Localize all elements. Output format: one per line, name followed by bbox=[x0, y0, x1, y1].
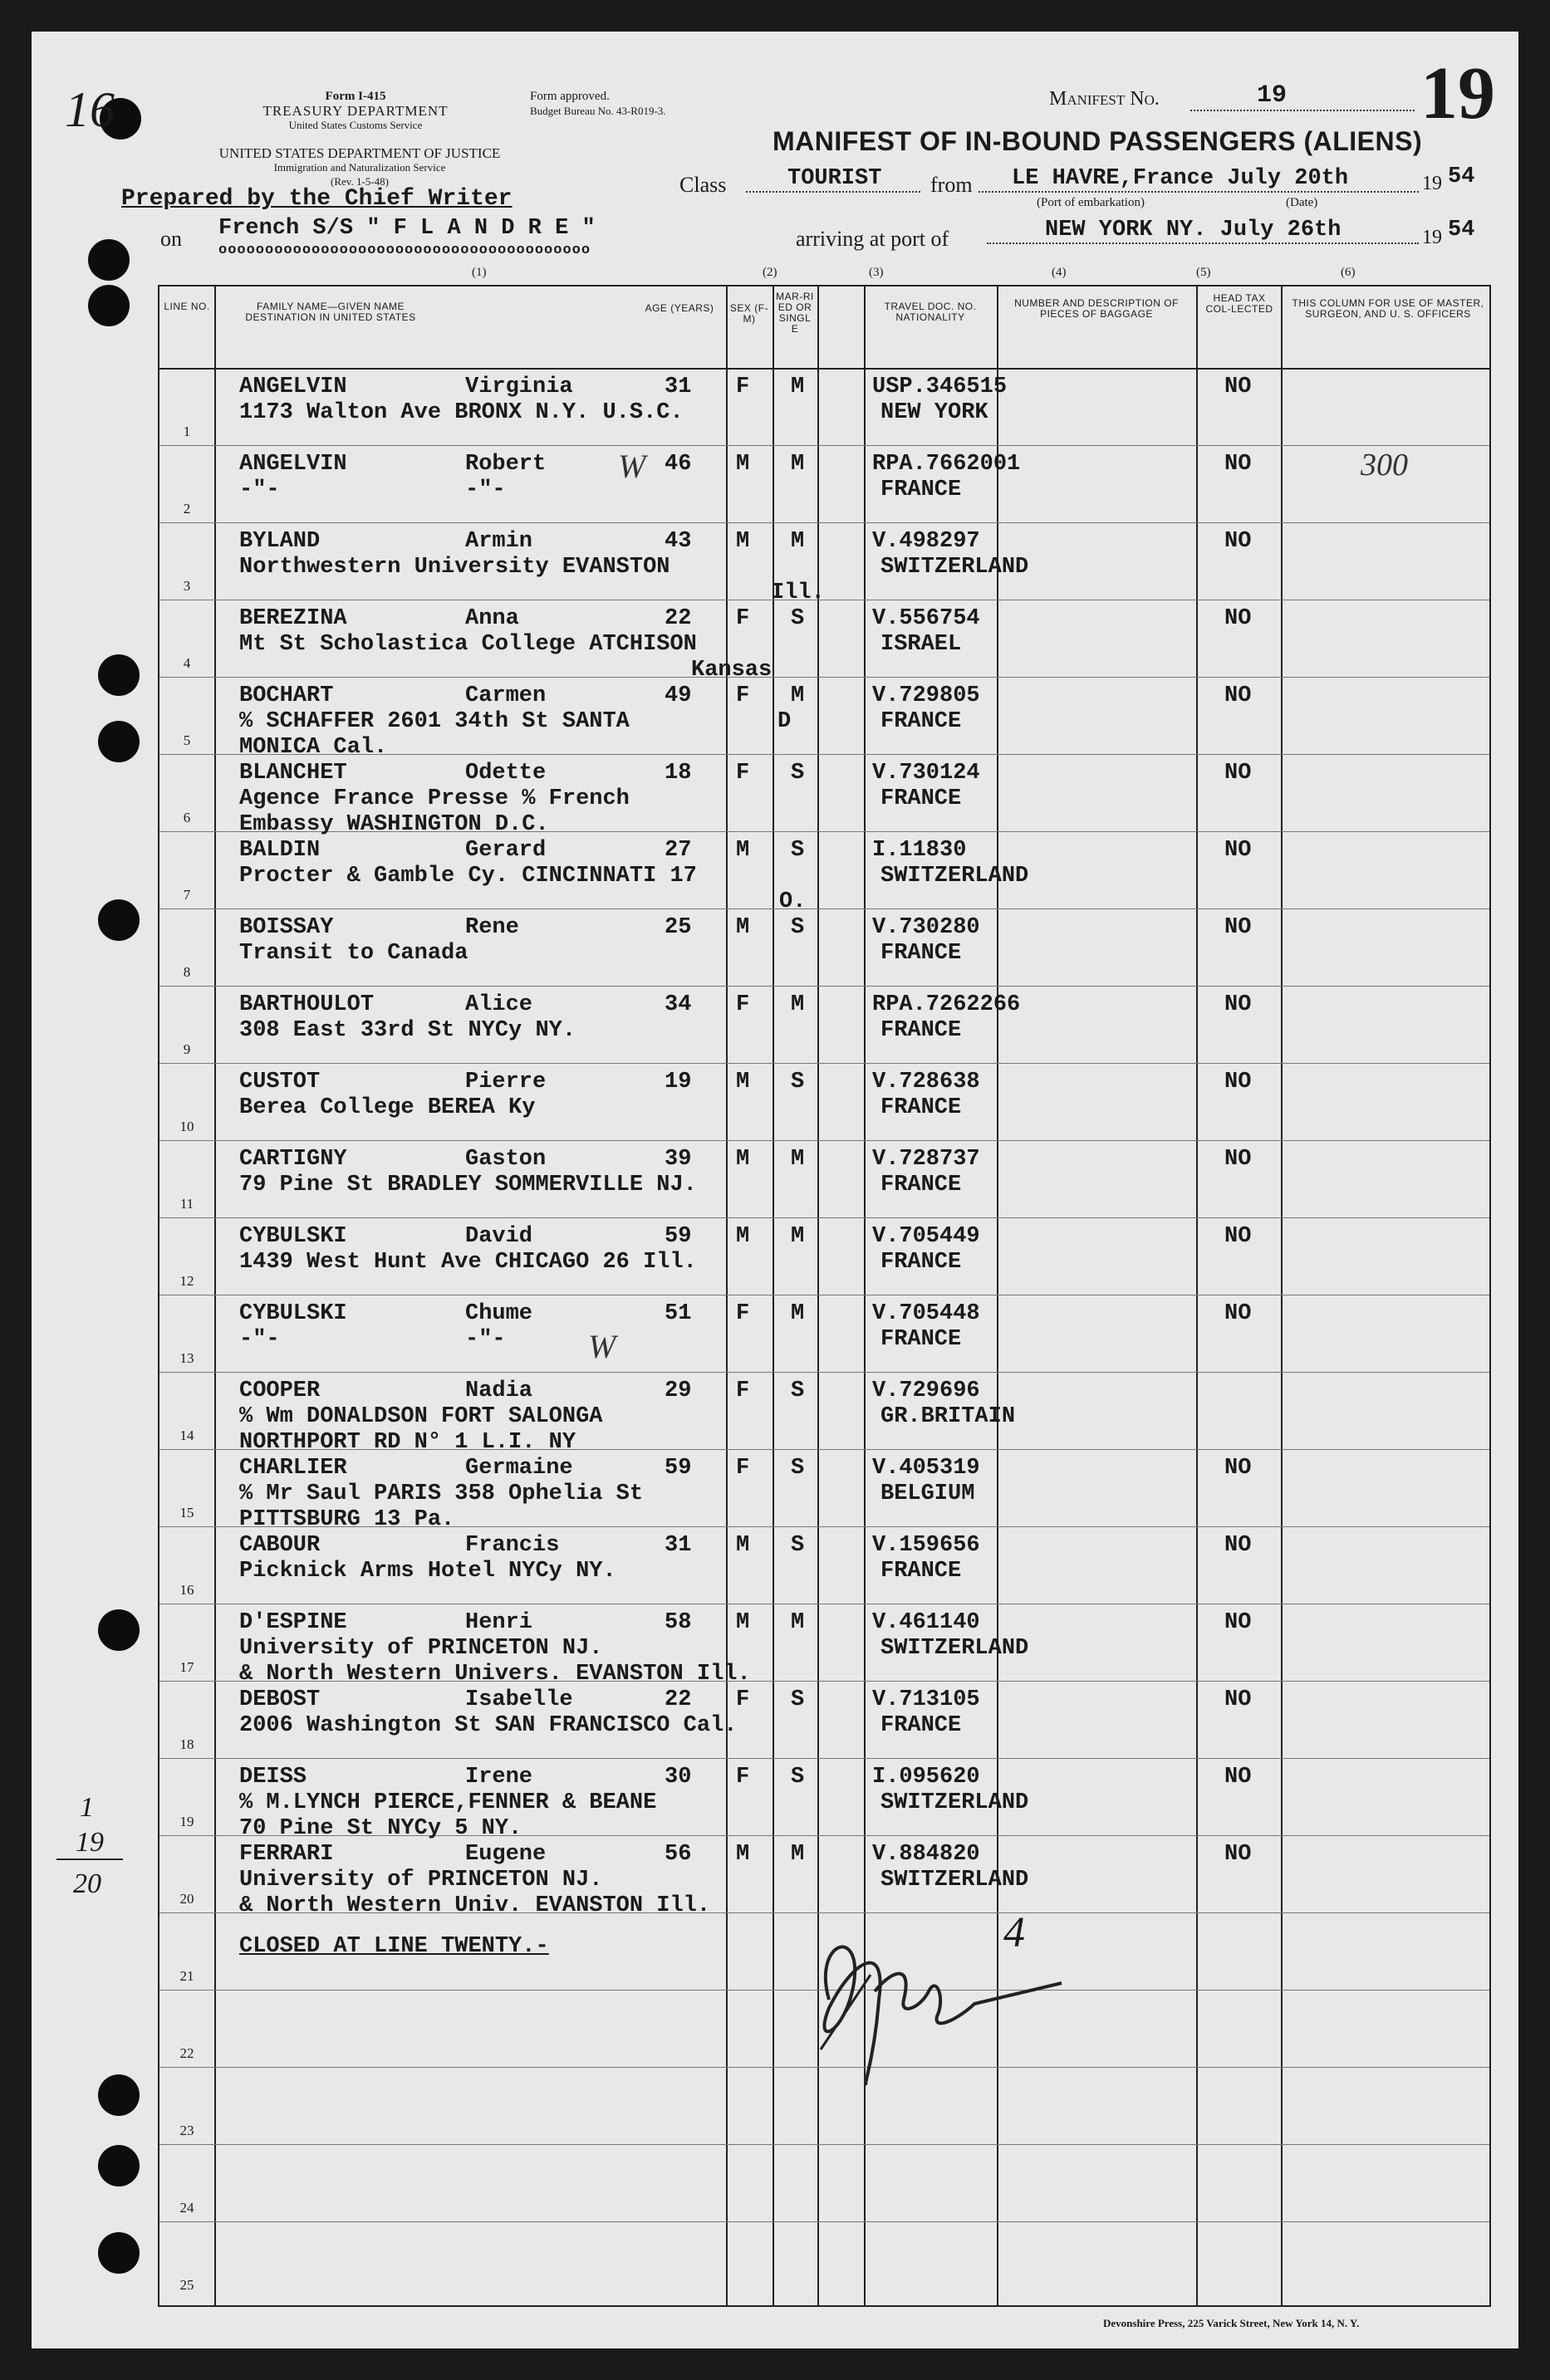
destination-cont: O. bbox=[779, 889, 807, 914]
budget-bureau: Budget Bureau No. 43-R019-3. bbox=[530, 105, 666, 117]
surname: CHARLIER bbox=[239, 1456, 347, 1481]
destination: Transit to Canada bbox=[239, 941, 468, 966]
sex: M bbox=[736, 1610, 750, 1635]
sex: F bbox=[736, 761, 750, 786]
sex: F bbox=[736, 1765, 750, 1790]
marital-status-note: D bbox=[777, 709, 792, 734]
travel-doc: V.556754 bbox=[872, 606, 980, 631]
destination-ditto: -"- bbox=[465, 477, 506, 502]
officer-signature bbox=[796, 1892, 1111, 2108]
nationality: ISRAEL bbox=[880, 632, 962, 657]
travel-doc: V.705448 bbox=[872, 1301, 980, 1326]
port-embark-label: (Port of embarkation) bbox=[1037, 196, 1145, 209]
form-approved: Form approved. bbox=[530, 90, 610, 103]
marital-status: S bbox=[791, 1533, 805, 1558]
travel-doc: RPA.7662001 bbox=[872, 452, 1021, 477]
age: 43 bbox=[665, 529, 692, 554]
given-name: Anna bbox=[465, 606, 519, 631]
nationality: FRANCE bbox=[880, 941, 962, 966]
travel-doc: V.405319 bbox=[872, 1456, 980, 1481]
destination-cont: & North Western Univers. EVANSTON Ill. bbox=[239, 1662, 751, 1687]
travel-doc: V.713105 bbox=[872, 1687, 980, 1712]
destination: Agence France Presse % French bbox=[239, 786, 630, 811]
line-number: 8 bbox=[183, 964, 191, 980]
sex: M bbox=[736, 915, 750, 940]
line-number: 16 bbox=[179, 1582, 194, 1598]
line-number: 5 bbox=[183, 732, 191, 748]
punch-hole bbox=[98, 721, 140, 762]
marital-status: S bbox=[791, 915, 805, 940]
head-tax: NO bbox=[1224, 1070, 1252, 1095]
age: 58 bbox=[665, 1610, 692, 1635]
given-name: Gaston bbox=[465, 1147, 547, 1172]
margin-annotation: 20 bbox=[73, 1868, 101, 1899]
prepared-by: Prepared by the Chief Writer bbox=[121, 186, 513, 212]
marital-status: M bbox=[791, 1842, 805, 1867]
col-married: MAR-RIED OR SINGLE bbox=[776, 291, 814, 335]
surname: CUSTOT bbox=[239, 1070, 321, 1095]
revision: (Rev. 1-5-48) bbox=[331, 175, 389, 188]
travel-doc: RPA.7262266 bbox=[872, 992, 1021, 1017]
head-tax: NO bbox=[1224, 683, 1252, 708]
surname: COOPER bbox=[239, 1379, 321, 1403]
destination: Picknick Arms Hotel NYCy NY. bbox=[239, 1559, 616, 1584]
line-number: 25 bbox=[179, 2277, 194, 2293]
age: 29 bbox=[665, 1379, 692, 1403]
col-family-name: FAMILY NAME—GIVEN NAME bbox=[257, 301, 405, 312]
sex: M bbox=[736, 1147, 750, 1172]
head-tax: NO bbox=[1224, 452, 1252, 477]
line-number: 18 bbox=[179, 1736, 194, 1752]
travel-doc: I.095620 bbox=[872, 1765, 980, 1790]
destination: % SCHAFFER 2601 34th St SANTA bbox=[239, 709, 630, 734]
customs-service: United States Customs Service bbox=[288, 119, 423, 131]
travel-doc: V.159656 bbox=[872, 1533, 980, 1558]
sex: M bbox=[736, 1533, 750, 1558]
age: 31 bbox=[665, 1533, 692, 1558]
head-tax: NO bbox=[1224, 1610, 1252, 1635]
sex: M bbox=[736, 529, 750, 554]
line-number: 23 bbox=[179, 2123, 194, 2138]
line-number: 15 bbox=[179, 1505, 194, 1521]
ship-underline: oooooooooooooooooooooooooooooooooooooooo bbox=[218, 242, 591, 258]
age: 56 bbox=[665, 1842, 692, 1867]
destination: University of PRINCETON NJ. bbox=[239, 1868, 603, 1893]
line-number: 3 bbox=[183, 578, 191, 594]
destination: 1173 Walton Ave BRONX N.Y. U.S.C. bbox=[239, 400, 684, 425]
destination-ditto: -"- bbox=[465, 1327, 506, 1352]
line-number: 6 bbox=[183, 810, 191, 825]
given-name: Gerard bbox=[465, 838, 547, 863]
line-number: 11 bbox=[179, 1196, 194, 1212]
travel-doc: V.498297 bbox=[872, 529, 980, 554]
col-baggage: NUMBER AND DESCRIPTION OF PIECES OF BAGGAGE bbox=[1014, 297, 1179, 320]
destination: Procter & Gamble Cy. CINCINNATI 17 bbox=[239, 864, 697, 889]
surname: DEISS bbox=[239, 1765, 307, 1790]
sex: M bbox=[736, 1842, 750, 1867]
treasury-dept: TREASURY DEPARTMENT bbox=[262, 103, 449, 119]
nationality: SWITZERLAND bbox=[880, 1868, 1029, 1893]
sex: M bbox=[736, 838, 750, 863]
sex: M bbox=[736, 1070, 750, 1095]
nationality: FRANCE bbox=[880, 1250, 962, 1275]
surname: ANGELVIN bbox=[239, 452, 347, 477]
age: 49 bbox=[665, 683, 692, 708]
destination-cont: Kansas bbox=[691, 658, 773, 683]
initial-w: W bbox=[588, 1328, 616, 1365]
ins-service: Immigration and Naturalization Service bbox=[273, 161, 446, 174]
destination: Berea College BEREA Ky bbox=[239, 1095, 536, 1120]
punch-hole bbox=[98, 899, 140, 941]
given-name: Alice bbox=[465, 992, 533, 1017]
age: 51 bbox=[665, 1301, 692, 1326]
punch-hole bbox=[88, 285, 130, 326]
closing-note: CLOSED AT LINE TWENTY.- bbox=[239, 1934, 549, 1959]
nationality: GR.BRITAIN bbox=[880, 1404, 1016, 1429]
nationality: FRANCE bbox=[880, 786, 962, 811]
surname: BEREZINA bbox=[239, 606, 347, 631]
sig-note: 4 bbox=[1003, 1909, 1025, 1956]
line-number: 10 bbox=[179, 1119, 194, 1134]
sex: F bbox=[736, 1301, 750, 1326]
surname: FERRARI bbox=[239, 1842, 334, 1867]
line-number: 4 bbox=[183, 655, 191, 671]
nationality: FRANCE bbox=[880, 1095, 962, 1120]
nationality: BELGIUM bbox=[880, 1481, 975, 1506]
nationality: FRANCE bbox=[880, 1713, 962, 1738]
surname: CYBULSKI bbox=[239, 1301, 347, 1326]
given-name: Odette bbox=[465, 761, 547, 786]
surname: DEBOST bbox=[239, 1687, 321, 1712]
date-label: (Date) bbox=[1286, 196, 1318, 209]
destination: 308 East 33rd St NYCy NY. bbox=[239, 1018, 576, 1043]
head-tax: NO bbox=[1224, 992, 1252, 1017]
manifest-no-label: Manifest No. bbox=[1049, 88, 1160, 110]
surname: D'ESPINE bbox=[239, 1610, 347, 1635]
age: 39 bbox=[665, 1147, 692, 1172]
col-num-3: (3) bbox=[869, 266, 884, 279]
from-value: LE HAVRE,France July 20th bbox=[979, 166, 1419, 193]
marital-status: M bbox=[791, 1610, 805, 1635]
head-tax: NO bbox=[1224, 529, 1252, 554]
marital-status: S bbox=[791, 1687, 805, 1712]
col-line-no: LINE NO. bbox=[164, 301, 210, 312]
class-value: TOURIST bbox=[746, 166, 920, 193]
head-tax: NO bbox=[1224, 1687, 1252, 1712]
nationality: SWITZERLAND bbox=[880, 555, 1029, 580]
age: 46 bbox=[665, 452, 692, 477]
nationality: FRANCE bbox=[880, 1559, 962, 1584]
age: 34 bbox=[665, 992, 692, 1017]
arriving-label: arriving at port of bbox=[796, 227, 949, 251]
destination: % Wm DONALDSON FORT SALONGA bbox=[239, 1404, 603, 1429]
destination: Northwestern University EVANSTON bbox=[239, 555, 670, 580]
given-name: Pierre bbox=[465, 1070, 547, 1095]
class-label: Class bbox=[679, 173, 727, 197]
given-name: Eugene bbox=[465, 1842, 547, 1867]
travel-doc: V.729696 bbox=[872, 1379, 980, 1403]
line-number: 19 bbox=[179, 1814, 194, 1829]
from-label: from bbox=[930, 173, 973, 197]
given-name: Chume bbox=[465, 1301, 533, 1326]
destination: % Mr Saul PARIS 358 Ophelia St bbox=[239, 1481, 644, 1506]
age: 25 bbox=[665, 915, 692, 940]
marital-status: M bbox=[791, 1224, 805, 1249]
marital-status: S bbox=[791, 1456, 805, 1481]
age: 22 bbox=[665, 606, 692, 631]
col-sex: SEX (F-M) bbox=[729, 302, 769, 325]
given-name: David bbox=[465, 1224, 533, 1249]
line-number: 22 bbox=[179, 2045, 194, 2061]
travel-doc: V.728737 bbox=[872, 1147, 980, 1172]
given-name: Virginia bbox=[465, 375, 573, 399]
given-name: Henri bbox=[465, 1610, 533, 1635]
col-age: AGE (YEARS) bbox=[645, 302, 714, 314]
col-num-6: (6) bbox=[1341, 266, 1356, 279]
line-number: 1 bbox=[183, 424, 191, 439]
destination-cont: Ill. bbox=[771, 580, 825, 605]
destination-cont: MONICA Cal. bbox=[239, 735, 388, 760]
given-name: Irene bbox=[465, 1765, 533, 1790]
head-tax: NO bbox=[1224, 606, 1252, 631]
punch-hole bbox=[98, 2074, 140, 2116]
nationality: FRANCE bbox=[880, 1018, 962, 1043]
sex: F bbox=[736, 992, 750, 1017]
line-number: 13 bbox=[179, 1350, 194, 1366]
line-number: 24 bbox=[179, 2200, 194, 2216]
manifest-title: MANIFEST OF IN-BOUND PASSENGERS (ALIENS) bbox=[773, 126, 1423, 156]
travel-doc: V.705449 bbox=[872, 1224, 980, 1249]
margin-annotation: 19 bbox=[56, 1827, 123, 1860]
line-number: 21 bbox=[179, 1968, 194, 1984]
age: 18 bbox=[665, 761, 692, 786]
col-num-4: (4) bbox=[1052, 266, 1067, 279]
age: 19 bbox=[665, 1070, 692, 1095]
col-num-2: (2) bbox=[763, 266, 777, 279]
surname: CABOUR bbox=[239, 1533, 321, 1558]
nationality: SWITZERLAND bbox=[880, 1636, 1029, 1661]
travel-doc: V.730280 bbox=[872, 915, 980, 940]
given-name: Francis bbox=[465, 1533, 560, 1558]
punch-hole bbox=[98, 654, 140, 696]
destination: % M.LYNCH PIERCE,FENNER & BEANE bbox=[239, 1790, 657, 1815]
marital-status: S bbox=[791, 838, 805, 863]
marital-status: S bbox=[791, 1070, 805, 1095]
sex: F bbox=[736, 1379, 750, 1403]
col-head-tax: HEAD TAX COL-LECTED bbox=[1205, 292, 1273, 315]
marital-status: M bbox=[791, 375, 805, 399]
col-num-5: (5) bbox=[1196, 266, 1211, 279]
travel-doc: USP.346515 bbox=[872, 375, 1008, 399]
line-number: 20 bbox=[179, 1891, 194, 1907]
nationality: SWITZERLAND bbox=[880, 1790, 1029, 1815]
destination: University of PRINCETON NJ. bbox=[239, 1636, 603, 1661]
head-tax: NO bbox=[1224, 915, 1252, 940]
year-prefix: 19 bbox=[1422, 173, 1442, 194]
sex: M bbox=[736, 452, 750, 477]
punch-hole bbox=[98, 2145, 140, 2187]
marital-status: M bbox=[791, 992, 805, 1017]
given-name: Germaine bbox=[465, 1456, 573, 1481]
head-tax: NO bbox=[1224, 1301, 1252, 1326]
marital-status: M bbox=[791, 1147, 805, 1172]
surname: CARTIGNY bbox=[239, 1147, 347, 1172]
head-tax: NO bbox=[1224, 375, 1252, 399]
col-travel-doc: TRAVEL DOC. NO. bbox=[884, 301, 977, 312]
age: 27 bbox=[665, 838, 692, 863]
travel-doc: V.461140 bbox=[872, 1610, 980, 1635]
destination-cont: PITTSBURG 13 Pa. bbox=[239, 1507, 455, 1532]
printer-credit: Devonshire Press, 225 Varick Street, New York 14, N. Y. bbox=[1103, 2317, 1360, 2329]
head-tax: NO bbox=[1224, 1533, 1252, 1558]
nationality: FRANCE bbox=[880, 709, 962, 734]
head-tax: NO bbox=[1224, 1842, 1252, 1867]
sex: F bbox=[736, 375, 750, 399]
age: 30 bbox=[665, 1765, 692, 1790]
age: 22 bbox=[665, 1687, 692, 1712]
marital-status: M bbox=[791, 452, 805, 477]
sex: F bbox=[736, 606, 750, 631]
arrival-value: NEW YORK NY. July 26th bbox=[987, 218, 1419, 244]
head-tax: NO bbox=[1224, 1147, 1252, 1172]
justice-dept: UNITED STATES DEPARTMENT OF JUSTICE bbox=[218, 145, 501, 161]
line-number: 17 bbox=[179, 1659, 194, 1675]
destination: 79 Pine St BRADLEY SOMMERVILLE NJ. bbox=[239, 1173, 697, 1197]
marital-status: M bbox=[791, 683, 805, 708]
manifest-page bbox=[32, 32, 1518, 2348]
destination: Mt St Scholastica College ATCHISON bbox=[239, 632, 697, 657]
surname: BOISSAY bbox=[239, 915, 334, 940]
year-arrive: 54 bbox=[1448, 218, 1475, 242]
sex: F bbox=[736, 1456, 750, 1481]
line-number: 12 bbox=[179, 1273, 194, 1289]
punch-hole bbox=[98, 1609, 140, 1651]
marital-status: S bbox=[791, 761, 805, 786]
age: 31 bbox=[665, 375, 692, 399]
destination-cont: 70 Pine St NYCy 5 NY. bbox=[239, 1816, 522, 1841]
destination: -"- bbox=[239, 477, 280, 502]
sex: M bbox=[736, 1224, 750, 1249]
line-number: 14 bbox=[179, 1428, 194, 1443]
initial-w: W bbox=[618, 448, 646, 485]
punch-hole bbox=[98, 2232, 140, 2274]
line-number: 2 bbox=[183, 501, 191, 517]
surname: ANGELVIN bbox=[239, 375, 347, 399]
sex: F bbox=[736, 1687, 750, 1712]
destination-cont: & North Western Univ. EVANSTON Ill. bbox=[239, 1893, 711, 1918]
on-label: on bbox=[160, 227, 182, 251]
surname: BALDIN bbox=[239, 838, 321, 863]
destination-cont: NORTHPORT RD N° 1 L.I. NY bbox=[239, 1430, 576, 1455]
surname: BLANCHET bbox=[239, 761, 347, 786]
officer-note: 300 bbox=[1361, 448, 1408, 482]
head-tax: NO bbox=[1224, 838, 1252, 863]
punch-hole bbox=[88, 239, 130, 281]
col-num-1: (1) bbox=[472, 266, 487, 279]
page-annotation: 16 bbox=[65, 82, 115, 137]
corner-number: 19 bbox=[1420, 52, 1495, 135]
year-prefix-arrival: 19 bbox=[1422, 227, 1442, 248]
manifest-no-value: 19 bbox=[1190, 81, 1415, 111]
surname: BOCHART bbox=[239, 683, 334, 708]
marital-status: S bbox=[791, 606, 805, 631]
head-tax: NO bbox=[1224, 1456, 1252, 1481]
head-tax: NO bbox=[1224, 1765, 1252, 1790]
nationality: FRANCE bbox=[880, 1327, 962, 1352]
marital-status: M bbox=[791, 529, 805, 554]
surname: BYLAND bbox=[239, 529, 321, 554]
given-name: Carmen bbox=[465, 683, 547, 708]
head-tax: NO bbox=[1224, 761, 1252, 786]
nationality: FRANCE bbox=[880, 477, 962, 502]
nationality: FRANCE bbox=[880, 1173, 962, 1197]
col-nationality: NATIONALITY bbox=[895, 311, 965, 323]
destination: -"- bbox=[239, 1327, 280, 1352]
given-name: Robert bbox=[465, 452, 547, 477]
surname: CYBULSKI bbox=[239, 1224, 347, 1249]
sex: F bbox=[736, 683, 750, 708]
line-number: 7 bbox=[183, 887, 191, 903]
destination-cont: Embassy WASHINGTON D.C. bbox=[239, 812, 549, 837]
col-officers: THIS COLUMN FOR USE OF MASTER, SURGEON, AND U. S. OFFICERS bbox=[1292, 297, 1484, 320]
marital-status: S bbox=[791, 1379, 805, 1403]
travel-doc: I.11830 bbox=[872, 838, 967, 863]
form-number: Form I-415 bbox=[325, 90, 386, 103]
age: 59 bbox=[665, 1456, 692, 1481]
marital-status: M bbox=[791, 1301, 805, 1326]
ship-value: French S/S " F L A N D R E " bbox=[218, 216, 596, 241]
surname: BARTHOULOT bbox=[239, 992, 375, 1017]
nationality: SWITZERLAND bbox=[880, 864, 1029, 889]
given-name: Rene bbox=[465, 915, 519, 940]
given-name: Nadia bbox=[465, 1379, 533, 1403]
travel-doc: V.730124 bbox=[872, 761, 980, 786]
head-tax: NO bbox=[1224, 1224, 1252, 1249]
nationality: NEW YORK bbox=[880, 400, 988, 425]
line-number: 9 bbox=[183, 1041, 191, 1057]
travel-doc: V.729805 bbox=[872, 683, 980, 708]
given-name: Armin bbox=[465, 529, 533, 554]
margin-annotation: 1 bbox=[80, 1792, 94, 1823]
given-name: Isabelle bbox=[465, 1687, 573, 1712]
marital-status: S bbox=[791, 1765, 805, 1790]
destination: 2006 Washington St SAN FRANCISCO Cal. bbox=[239, 1713, 738, 1738]
travel-doc: V.728638 bbox=[872, 1070, 980, 1095]
destination: 1439 West Hunt Ave CHICAGO 26 Ill. bbox=[239, 1250, 697, 1275]
col-destination: DESTINATION IN UNITED STATES bbox=[245, 311, 416, 323]
year-from: 54 bbox=[1448, 164, 1475, 189]
age: 59 bbox=[665, 1224, 692, 1249]
travel-doc: V.884820 bbox=[872, 1842, 980, 1867]
